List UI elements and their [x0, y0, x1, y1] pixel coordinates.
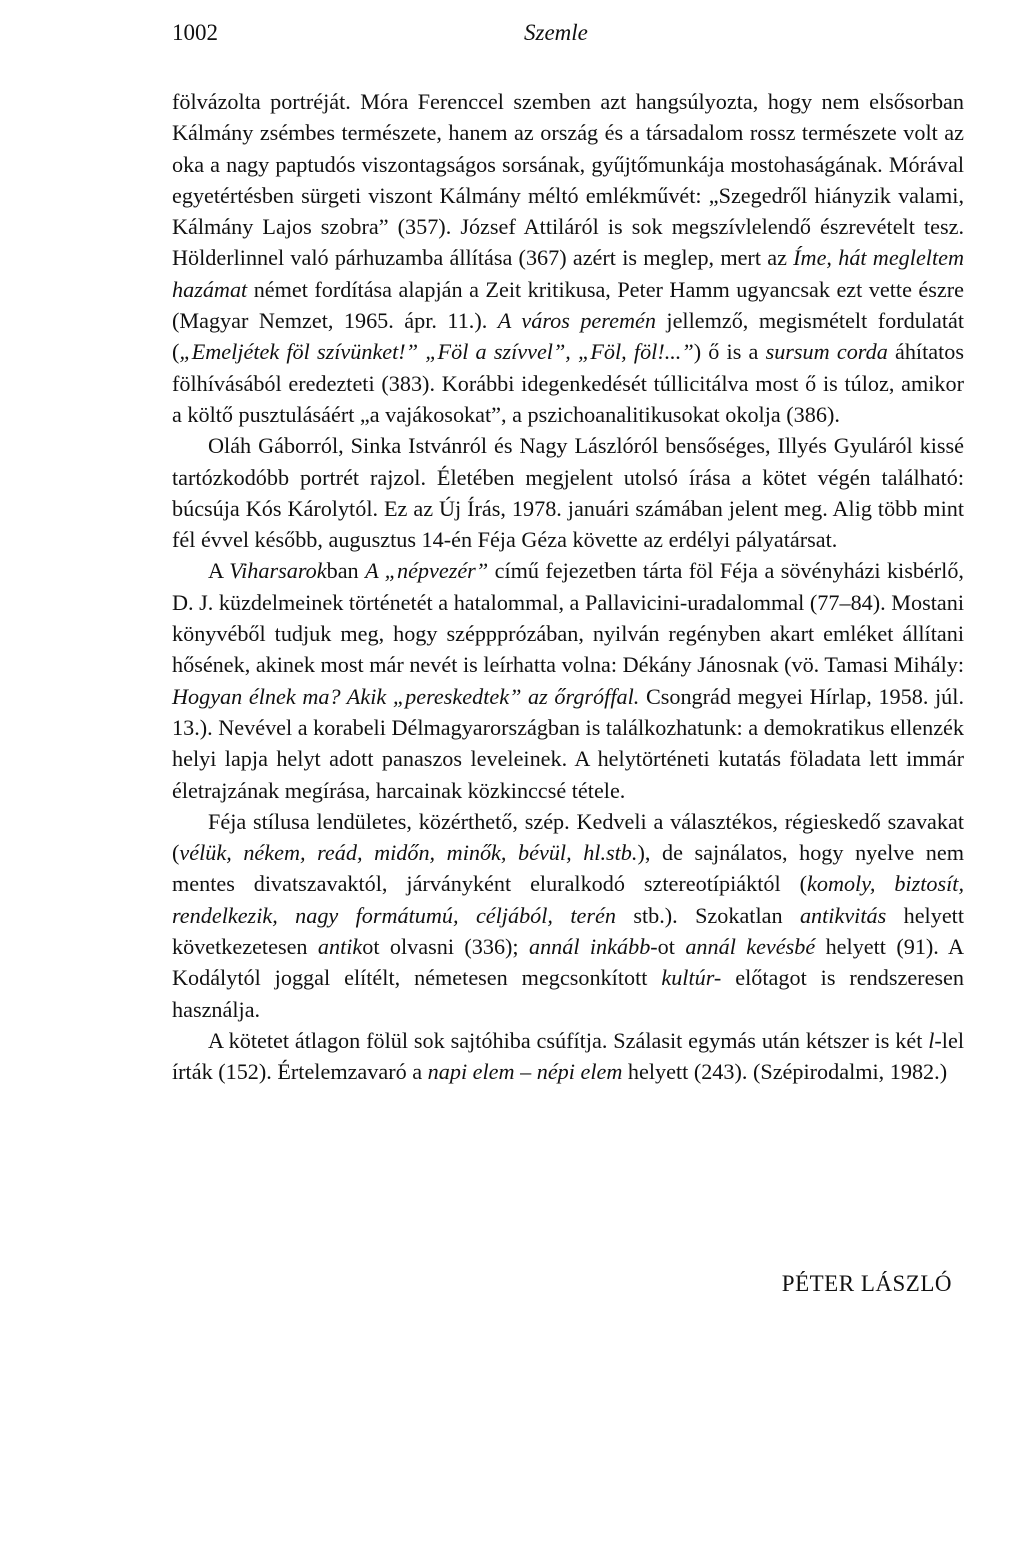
text-run: A	[208, 558, 230, 584]
document-page	[172, 0, 965, 1296]
running-head	[172, 0, 964, 66]
text-run: ot olvasni (336);	[362, 934, 529, 960]
italic-text: annál kevésbé	[685, 934, 816, 960]
paragraph-3	[172, 555, 964, 805]
italic-text: kultúr-	[661, 965, 722, 991]
italic-text: „Emeljétek föl szívünket!” „Föl a szívvel”, „Föl, föl!...”	[179, 339, 694, 365]
text-run: Oláh Gáborról, Sinka Istvánról és Nagy Lászlóról bensőséges, Illyés Gyuláról kissé tartózkodóbb portrét rajzol. Életében megjelent utolsó írása a kötet végén található: búcsúja Kós Károlytól. Ez az Új Írás, 1978. januári számában jelent meg. Alig több mint fél évvel később, augusztus 14-én Féja Géza követte az erdélyi pályatársat.	[172, 433, 964, 553]
text-run: ), de sajnálatos, hogy nyelve nem mentes divatszavaktól, járványként eluralkodó sztereotípiáktól (	[172, 840, 964, 897]
italic-text: antik	[317, 934, 363, 960]
paragraph-2	[172, 430, 964, 555]
italic-text: Íme, hát megleltem hazámat	[172, 245, 964, 302]
page-number: 1002	[172, 20, 218, 45]
text-run: stb.). Szokatlan	[615, 902, 800, 928]
italic-text: antikvitás	[799, 902, 887, 928]
italic-text: komoly, biztosít, rendelkezik, nagy formátumú, céljából, terén	[172, 871, 964, 928]
text-run: ban	[326, 558, 366, 584]
text-run: -lel írták (152). Értelemzavaró a	[172, 1027, 964, 1085]
text-run: német fordítása alapján a Zeit kritikusa, Peter Hamm ugyancsak ezt vette észre (Magyar Nemzet, 1965. ápr. 11.).	[172, 276, 964, 334]
italic-text: l	[928, 1027, 935, 1053]
paragraph-4	[172, 806, 964, 1025]
italic-text: sursum corda	[765, 339, 888, 365]
text-run: helyett következetesen	[172, 902, 964, 960]
italic-text: Hogyan élnek ma? Akik „pereskedtek” az őrgróffal.	[172, 683, 640, 709]
article-body	[172, 86, 964, 1088]
paragraph-1	[172, 86, 964, 430]
text-run: Féja stílusa lendületes, közérthető, szép. Kedveli a választékos, régieskedő szavakat (	[172, 808, 964, 866]
text-run: helyett (243). (Szépirodalmi, 1982.)	[622, 1059, 948, 1085]
italic-text: Viharsarok	[229, 558, 327, 584]
italic-text: annál inkább	[528, 934, 651, 960]
author-signature: PÉTER LÁSZLÓ	[781, 1271, 952, 1296]
paragraph-5	[172, 1025, 964, 1088]
text-run: című fejezetben tárta föl Féja a sövényházi kisbérlő, D. J. küzdelmeinek történetét a hatalommal, a Pallavicini-uradalommal (77–84). Mostani könyvéből tudjuk meg, hogy széppprózában, nyilván regényben akart emléket állítani hősének, akinek most már nevét is leírhatta volna: Dékány Jánosnak (vö. Tamasi Mihály:	[172, 558, 964, 678]
text-run: fölvázolta portréját. Móra Ferenccel szemben azt hangsúlyozta, hogy nem elsősorban Kálmány zsémbes természete, hanem az ország és a társadalom rossz természete volt az oka a nagy paptudós viszontagságos sorsának, gyűjtőmunkája mostohaságának. Mórával egyetértésben sürgeti viszont Kálmány méltó emlékművét: „Szegedről hiányzik valami, Kálmány Lajos szobra” (357). József Attiláról is sok megszívlelendő észrevételt tesz. Hölderlinnel való párhuzamba állítása (367) azért is meglep, mert az	[172, 89, 964, 271]
italic-text: A „népvezér”	[365, 558, 489, 584]
text-run: áhítatos fölhívásából eredezteti (383). Korábbi idegenkedését túllicitálva most ő is túloz, amikor a költő pusztulásáért „a vajákosokat”, a pszichoanalitikusokat okolja (386).	[172, 339, 964, 427]
italic-text: vélük, nékem, reád, midőn, minők, bévül, hl.stb.	[179, 840, 638, 866]
italic-text: napi elem – népi elem	[427, 1059, 623, 1085]
italic-text: A város peremén	[497, 308, 656, 334]
text-run: ) ő is a	[693, 339, 766, 365]
text-run: helyett (91). A Kodálytól joggal elítélt, németesen megcsonkított	[172, 934, 965, 991]
text-run: -ot	[650, 934, 686, 960]
text-run: jellemző, megismételt fordulatát (	[172, 308, 964, 365]
journal-title: Szemle	[524, 20, 588, 45]
text-run: előtagot is rendszeresen használja.	[172, 965, 964, 1022]
text-run: Csongrád megyei Hírlap, 1958. júl. 13.). Nevével a korabeli Délmagyarországban is találkozhatunk: a demokratikus ellenzék helyi lapja helyt adott panaszos leveleinek. A helytörténeti kutatás föladata lett immár életrajzának megírása, harcainak közkinccsé tétele.	[172, 683, 964, 803]
text-run: A kötetet átlagon fölül sok sajtóhiba csúfítja. Szálasit egymás után kétszer is két	[208, 1027, 929, 1053]
